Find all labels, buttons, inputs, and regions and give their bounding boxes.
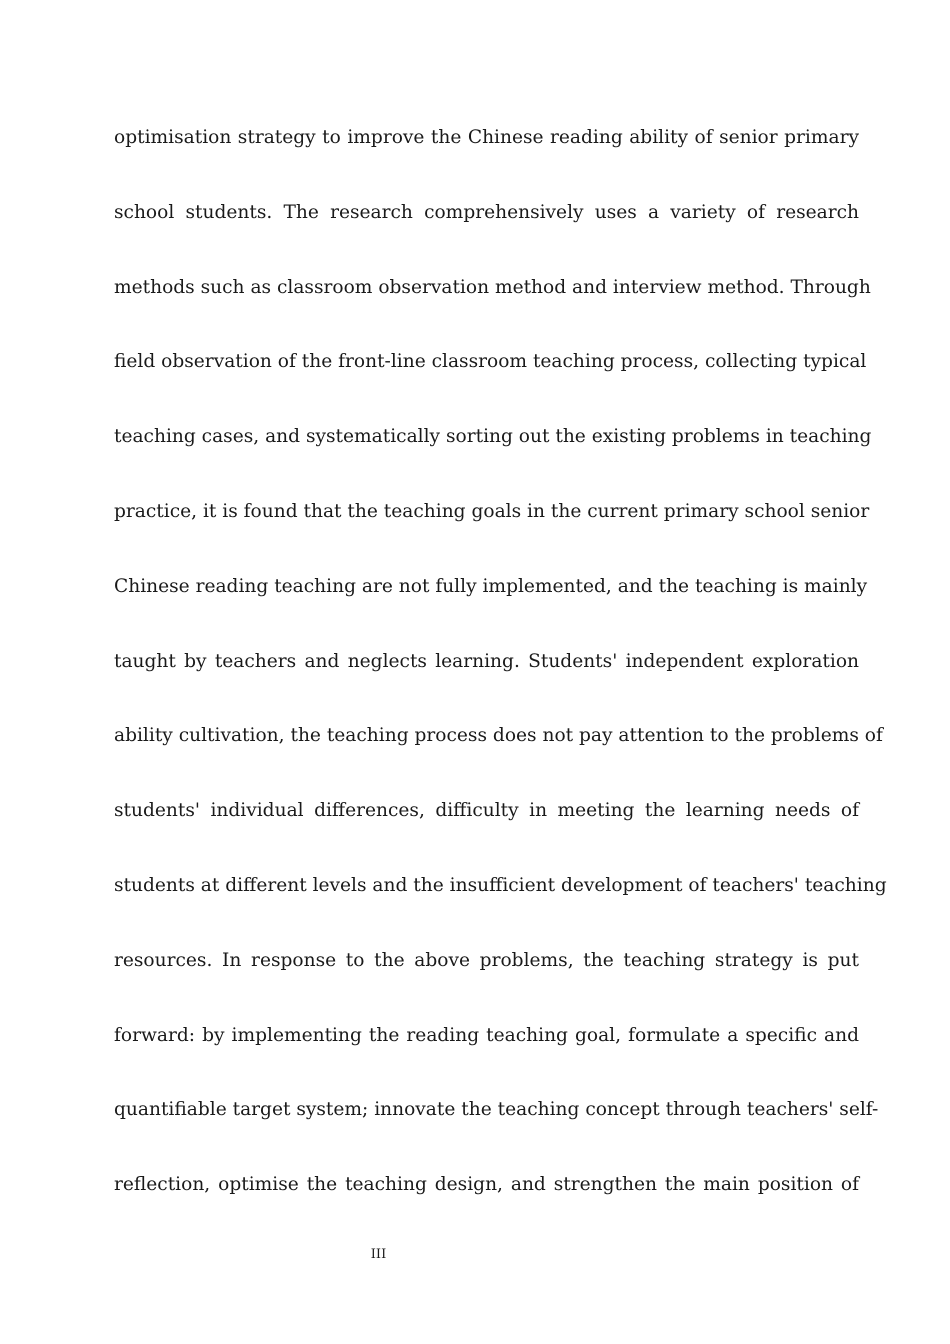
text-line-13: forward: by implementing the reading teaching goal, formulate a specific and bbox=[114, 1024, 859, 1046]
text-line-4: field observation of the front-line classroom teaching process, collecting typical bbox=[114, 351, 867, 373]
text-line-10: students' individual differences, difficulty in meeting the learning needs of bbox=[114, 800, 859, 822]
text-line-2: school students. The research comprehensively uses a variety of research bbox=[114, 201, 859, 223]
text-line-7: Chinese reading teaching are not fully implemented, and the teaching is mainly bbox=[114, 575, 868, 597]
text-line-1: optimisation strategy to improve the Chinese reading ability of senior primary bbox=[114, 127, 859, 148]
abstract-body-text bbox=[114, 101, 887, 1223]
text-line-3: methods such as classroom observation method and interview method. Through bbox=[114, 276, 871, 298]
text-line-11: students at different levels and the insufficient development of teachers' teaching bbox=[114, 874, 887, 896]
text-line-9: ability cultivation, the teaching process does not pay attention to the problems of bbox=[114, 725, 883, 747]
text-line-5: teaching cases, and systematically sorting out the existing problems in teaching bbox=[114, 426, 872, 448]
text-line-6: practice, it is found that the teaching goals in the current primary school senior bbox=[114, 500, 870, 522]
text-line-12: resources. In response to the above problems, the teaching strategy is put bbox=[114, 949, 859, 971]
text-line-15: reflection, optimise the teaching design, and strengthen the main position of bbox=[114, 1174, 859, 1196]
page-number: III bbox=[370, 1247, 387, 1262]
text-line-8: taught by teachers and neglects learning. Students' independent exploration bbox=[114, 650, 859, 672]
text-line-14: quantifiable target system; innovate the teaching concept through teachers' self- bbox=[114, 1099, 879, 1121]
